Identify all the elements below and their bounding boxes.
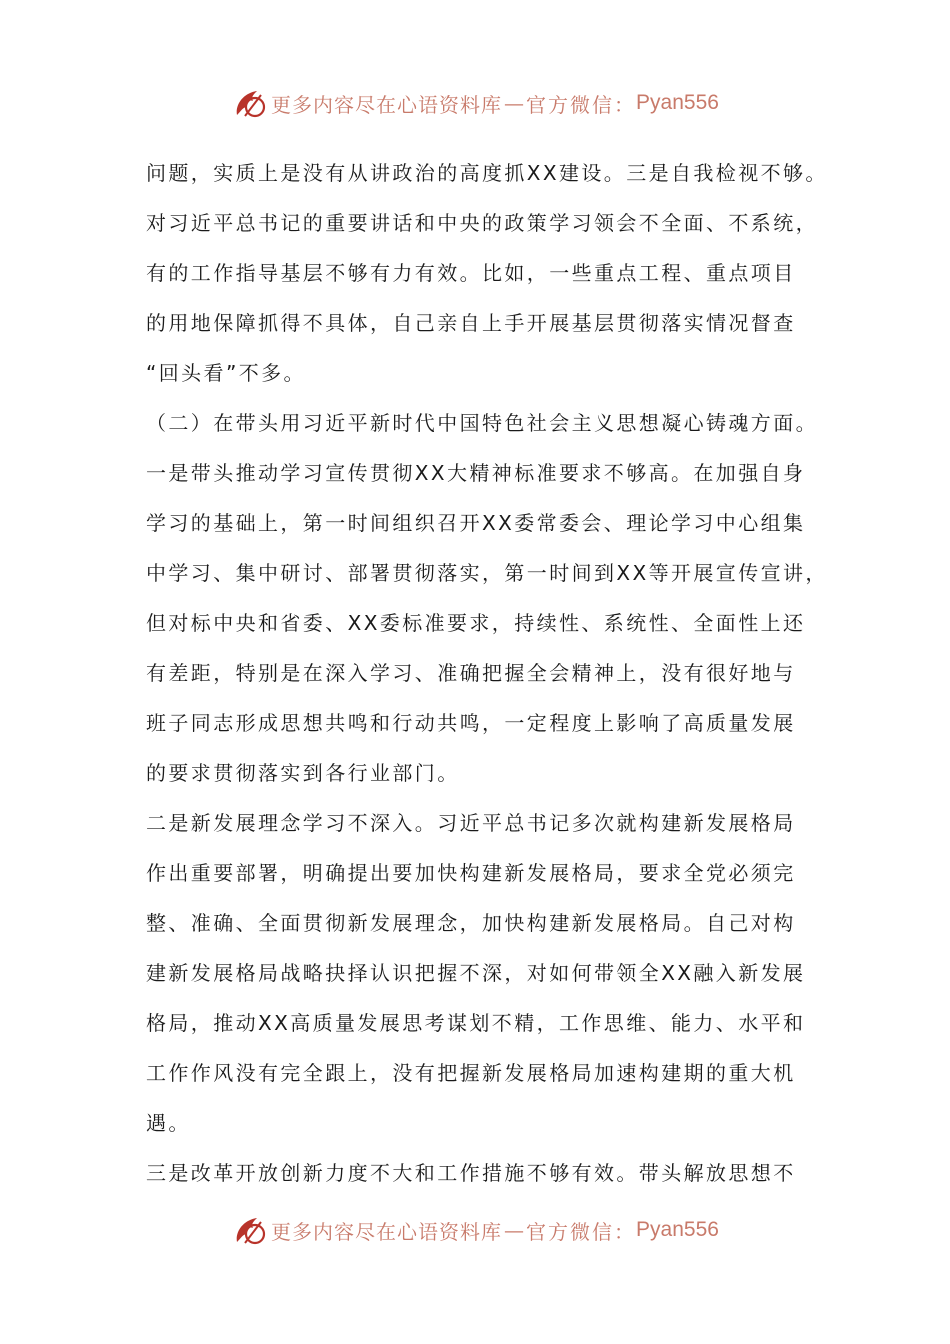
body-line: 的用地保障抓得不具体，自己亲自上手开展基层贯彻落实情况督查: [146, 311, 796, 335]
footer-banner: [0, 1210, 950, 1250]
body-line: 建新发展格局战略抉择认识把握不深，对如何带领全XX融入新发展: [146, 961, 806, 985]
body-line: 作出重要部署，明确提出要加快构建新发展格局，要求全党必须完: [146, 861, 796, 885]
pen-nib-swirl-icon: [231, 1212, 267, 1248]
body-line: 但对标中央和省委、XX委标准要求，持续性、系统性、全面性上还: [146, 611, 806, 635]
banner-wechat-label: 官方微信：: [526, 92, 637, 117]
header-banner: [0, 83, 950, 123]
body-line: 有差距，特别是在深入学习、准确把握全会精神上，没有很好地与: [146, 661, 796, 685]
body-line: 学习的基础上，第一时间组织召开XX委常委会、理论学习中心组集: [146, 511, 806, 535]
body-line: 整、准确、全面贯彻新发展理念，加快构建新发展格局。自己对构: [146, 911, 796, 935]
body-line: 遇。: [146, 1111, 191, 1135]
body-line: 二是新发展理念学习不深入。习近平总书记多次就构建新发展格局: [146, 811, 796, 835]
document-body: [146, 148, 828, 1198]
body-line: 对习近平总书记的重要讲话和中央的政策学习领会不全面、不系统，: [146, 211, 818, 235]
body-line: 有的工作指导基层不够有力有效。比如，一些重点工程、重点项目: [146, 261, 796, 285]
body-line: 班子同志形成思想共鸣和行动共鸣，一定程度上影响了高质量发展: [146, 711, 796, 735]
banner-separator: —: [504, 91, 525, 115]
pen-nib-swirl-icon: [231, 85, 267, 121]
banner-separator: —: [504, 1218, 525, 1242]
body-line: 的要求贯彻落实到各行业部门。: [146, 761, 460, 785]
body-line: 一是带头推动学习宣传贯彻XX大精神标准要求不够高。在加强自身: [146, 461, 806, 485]
banner-tagline: 更多内容尽在心语资料库: [271, 92, 503, 117]
body-line: 工作作风没有完全跟上，没有把握新发展格局加速构建期的重大机: [146, 1061, 796, 1085]
banner-tagline: 更多内容尽在心语资料库: [271, 1219, 503, 1244]
body-line: 格局，推动XX高质量发展思考谋划不精，工作思维、能力、水平和: [146, 1011, 806, 1035]
body-line: 三是改革开放创新力度不大和工作措施不够有效。带头解放思想不: [146, 1161, 796, 1185]
body-line: 中学习、集中研讨、部署贯彻落实，第一时间到XX等开展宣传宣讲，: [146, 561, 828, 585]
banner-wechat-id: Pyan556: [636, 91, 719, 114]
body-line: 问题，实质上是没有从讲政治的高度抓XX建设。三是自我检视不够。: [146, 161, 828, 185]
banner-wechat-id: Pyan556: [636, 1218, 719, 1241]
banner-wechat-label: 官方微信：: [526, 1219, 637, 1244]
section-heading: （二）在带头用习近平新时代中国特色社会主义思想凝心铸魂方面。: [146, 411, 818, 435]
body-line: “回头看”不多。: [146, 361, 306, 385]
